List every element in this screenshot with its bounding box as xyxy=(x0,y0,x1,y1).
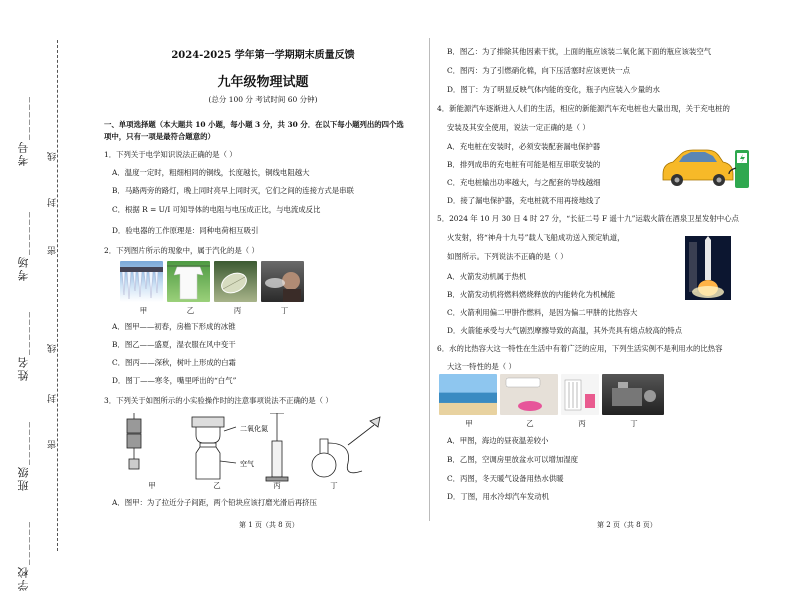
class-field: 班级______ xyxy=(17,420,30,491)
image-label: 丁 xyxy=(280,306,289,315)
section-heading-cont: 项中，只有一项是最符合题意的） xyxy=(104,132,215,141)
exam-info: (总分 100 分 考试时间 60 分钟) xyxy=(208,95,318,104)
image-label: 甲 xyxy=(139,306,148,315)
question-6: 6．水的比热容大这一特性在生活中有着广泛的应用，下列生活实例不是利用水的比热容 xyxy=(437,344,723,353)
q6-image-row xyxy=(439,374,664,415)
q2-option-a: A．图甲——初春，房檐下形成的冰锥 xyxy=(112,322,236,331)
exam-room-field: 考场______ xyxy=(17,210,30,281)
question-4: 4．新能源汽车逐渐进入人们的生活，相应的新能源汽车充电桩也大量出现，关于充电桩的 xyxy=(437,104,730,113)
section-heading: 一、单项选择题（本大题共 10 小题，每小题 3 分，共 30 分．在以下每小题列出的四个选 xyxy=(104,120,404,129)
q4-option-b: B．排列成串的充电桩有可能是相互串联安装的 xyxy=(447,160,601,169)
question-3: 3．下列关于如图所示的小实验操作时的注意事项说法不正确的是（ ） xyxy=(104,396,333,405)
air-conditioner-room-image xyxy=(500,374,558,415)
page-footer: 第 1 页（共 8 页） xyxy=(239,521,299,529)
seal-dashed-line xyxy=(57,40,58,551)
seal-mark: 密 xyxy=(48,438,58,449)
right-page xyxy=(437,0,777,561)
q5-option-d: D．火箭能承受与大气剧烈摩擦导致的高温，其外壳具有熔点较高的特点 xyxy=(447,326,683,335)
seal-mark: 线 xyxy=(48,150,58,161)
q2-option-c: C．图丙——深秋，树叶上形成的白霜 xyxy=(112,358,236,367)
drying-clothes-image xyxy=(167,261,210,302)
radiator-image xyxy=(561,374,599,415)
seal-mark: 密 xyxy=(48,244,58,255)
q5-option-c: C．火箭利用偏二甲肼作燃料，是因为偏二甲肼的比热容大 xyxy=(447,308,638,317)
car-engine-image xyxy=(602,374,664,415)
school-year-title: 2024-2025 学年第一学期期末质量反馈 xyxy=(171,50,355,61)
gas-label-1: 二氧化氮 xyxy=(240,425,268,433)
question-2: 2．下列图片所示的现象中，属于汽化的是（ ） xyxy=(104,246,259,255)
image-label: 丁 xyxy=(630,419,638,428)
diagram-label: 丙 xyxy=(273,481,281,490)
question-5-cont: 火发射，将“神舟十九号”载人飞船成功送入预定轨道， xyxy=(447,233,625,242)
question-6-cont: 大这一特性的是（ ） xyxy=(447,362,516,371)
question-5-cont2: 如图所示。下列说法不正确的是（ ） xyxy=(447,252,568,261)
q3-labels xyxy=(118,481,362,490)
q6-option-d: D．丁图，用水冷却汽车发动机 xyxy=(447,492,550,501)
q6-option-a: A．甲图，海边的昼夜温差较小 xyxy=(447,436,549,445)
q3-option-a: A．图甲：为了拉近分子间距，两个铅块应该打磨光滑后再挤压 xyxy=(112,498,317,507)
q3-option-b: B．图乙：为了排除其他因素干扰，上面的瓶应该装二氧化氮下面的瓶应该装空气 xyxy=(447,47,712,56)
image-label: 乙 xyxy=(186,306,195,315)
seal-mark: 线 xyxy=(48,342,58,353)
q6-option-b: B．乙图，空调房里放盆水可以增加湿度 xyxy=(447,455,579,464)
q1-option-d: D．验电器的工作原理是：同种电荷相互吸引 xyxy=(112,226,259,235)
question-4-cont: 安装及其安全使用，说法一定正确的是（ ） xyxy=(447,123,590,132)
q6-option-c: C．丙图，冬天暖气设备用热水供暖 xyxy=(447,474,564,483)
frost-leaf-image xyxy=(214,261,257,302)
exam-number-field: 考号______ xyxy=(17,95,30,166)
q6-image-labels xyxy=(439,419,665,428)
q4-option-d: D．接了漏电保护器，充电桩就不用再接地线了 xyxy=(447,196,601,205)
car-charger-illustration xyxy=(659,144,751,190)
q5-option-b: B．火箭发动机将燃料燃烧释放的内能转化为机械能 xyxy=(447,290,616,299)
beach-image xyxy=(439,374,497,415)
diagram-label: 丁 xyxy=(330,481,338,490)
exam-title: 九年级物理试题 xyxy=(217,75,309,90)
q2-image-row xyxy=(120,261,304,302)
binding-margin xyxy=(0,0,68,591)
breath-fog-image xyxy=(261,261,304,302)
page-footer: 第 2 页（共 8 页） xyxy=(597,521,657,529)
question-1: 1．下列关于电学知识说法正确的是（ ） xyxy=(104,150,237,159)
q4-option-a: A．充电桩在安装时，必须安装配套漏电保护器 xyxy=(447,142,601,151)
q2-option-b: B．图乙——盛夏，湿衣服在风中变干 xyxy=(112,340,236,349)
q1-option-b: B．马路两旁的路灯，晚上同时亮早上同时灭，它们之间的连接方式是串联 xyxy=(112,186,354,195)
q3-option-d: D．图丁：为了明显反映气体内能的变化，瓶子内应装入少量的水 xyxy=(447,85,660,94)
q1-option-a: A．温度一定时，粗细相同的铜线，长度越长，铜线电阻越大 xyxy=(112,168,310,177)
diagram-label: 乙 xyxy=(213,481,221,490)
question-5: 5．2024 年 10 月 30 日 4 时 27 分，“长征二号 F 遥十九”运载火箭在酒泉卫星发射中心点 xyxy=(437,214,739,223)
name-field: 姓名______ xyxy=(17,310,30,381)
q3-option-c: C．图丙：为了引燃硝化棉，向下压活塞时应该更快一点 xyxy=(447,66,631,75)
q2-image-labels xyxy=(120,306,308,315)
q3-experiment-diagrams xyxy=(112,413,382,489)
q1-option-c: C．根据 R = U/I 可知导体的电阻与电压成正比，与电流成反比 xyxy=(112,205,321,214)
column-divider xyxy=(429,38,430,521)
gas-label-2: 空气 xyxy=(240,460,254,468)
diagram-label: 甲 xyxy=(148,481,156,490)
q4-option-c: C．充电桩输出功率越大，与之配套的导线越细 xyxy=(447,178,601,187)
school-field: 学校______ xyxy=(17,520,30,591)
icicle-image xyxy=(120,261,163,302)
seal-mark: 封 xyxy=(48,392,58,403)
left-page xyxy=(104,0,422,561)
image-label: 丙 xyxy=(578,419,586,428)
q5-option-a: A．火箭发动机属于热机 xyxy=(447,272,527,281)
image-label: 甲 xyxy=(465,419,473,428)
image-label: 丙 xyxy=(233,306,242,315)
image-label: 乙 xyxy=(526,419,534,428)
seal-mark: 封 xyxy=(48,196,58,207)
q2-option-d: D．图丁——寒冬，嘴里呼出的“白气” xyxy=(112,376,237,385)
